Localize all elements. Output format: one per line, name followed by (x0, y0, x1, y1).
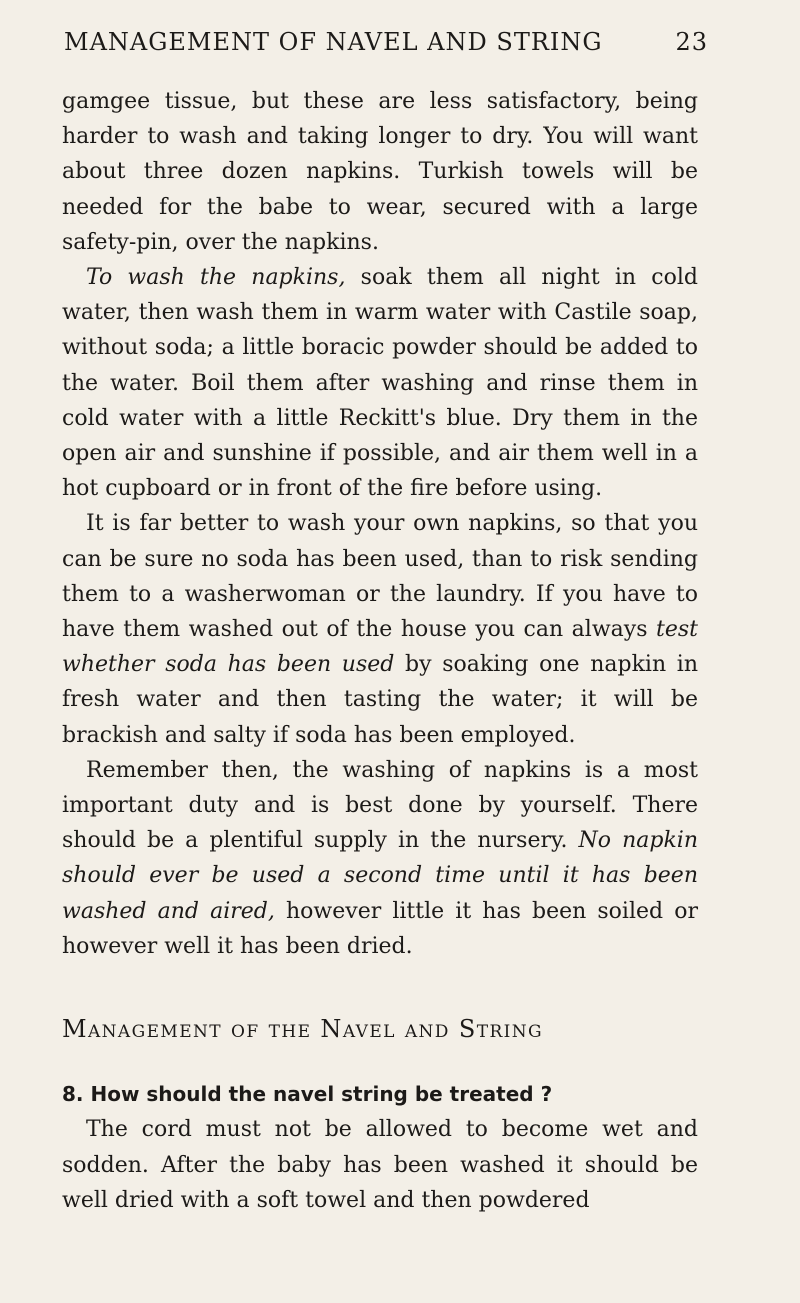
paragraph-4-text-b: however little it has been soiled or however well it has been dried. (62, 898, 698, 959)
paragraph-4-italic: No napkin should ever be used a second time until it has been washed and aired, (62, 828, 698, 924)
paragraph-answer (62, 1112, 698, 1218)
question-heading: 8. How should the navel string be treated ? (62, 1082, 553, 1107)
paragraph-1-text: gamgee tissue, but these are less satisfactory, being harder to wash and taking longer to dry. You will want about three dozen napkins. Turkish towels will be needed for the babe to wear, secured with a large safety-pin, over the napkins. (62, 89, 698, 255)
paragraph-2-italic: To wash the napkins, (86, 265, 346, 291)
paragraph-2-text: soak them all night in cold water, then wash them in warm water with Castile soap, without soda; a little boracic powder should be added to the water. Boil them after washing and rinse them in cold water with a little Reckitt's blue. Dry them in the open air and sunshine if possible, and air them well in a hot cupboard or in front of the fire before using. (62, 265, 698, 502)
paragraph-3-italic: test whether soda has been used (62, 617, 698, 678)
page-number: 23 (675, 28, 708, 56)
paragraph-3-text-a: It is far better to wash your own napkins, so that you can be sure no soda has been used, than to risk sending them to a washerwoman or the laundry. If you have to have them washed out of the house you can always (62, 511, 698, 643)
running-title: MANAGEMENT OF NAVEL AND STRING (64, 28, 603, 56)
paragraph-3-text-b: by soaking one napkin in fresh water and then tasting the water; it will be brackish and salty if soda has been employed. (62, 652, 698, 748)
paragraph-remember (62, 753, 698, 964)
body-text (62, 84, 698, 1218)
running-head (64, 28, 708, 56)
paragraph-test-soda (62, 506, 698, 752)
paragraph-4-text-a: Remember then, the washing of napkins is a most important duty and is best done by yourself. There should be a plentiful supply in the nursery. (62, 757, 698, 854)
paragraph-continued (62, 84, 698, 260)
section-heading: Management of the Navel and String (62, 1015, 544, 1044)
answer-text: The cord must not be allowed to become wet and sodden. After the baby has been washed it should be well dried with a soft towel and then powdered (62, 1117, 698, 1213)
paragraph-washing-napkins (62, 260, 698, 506)
